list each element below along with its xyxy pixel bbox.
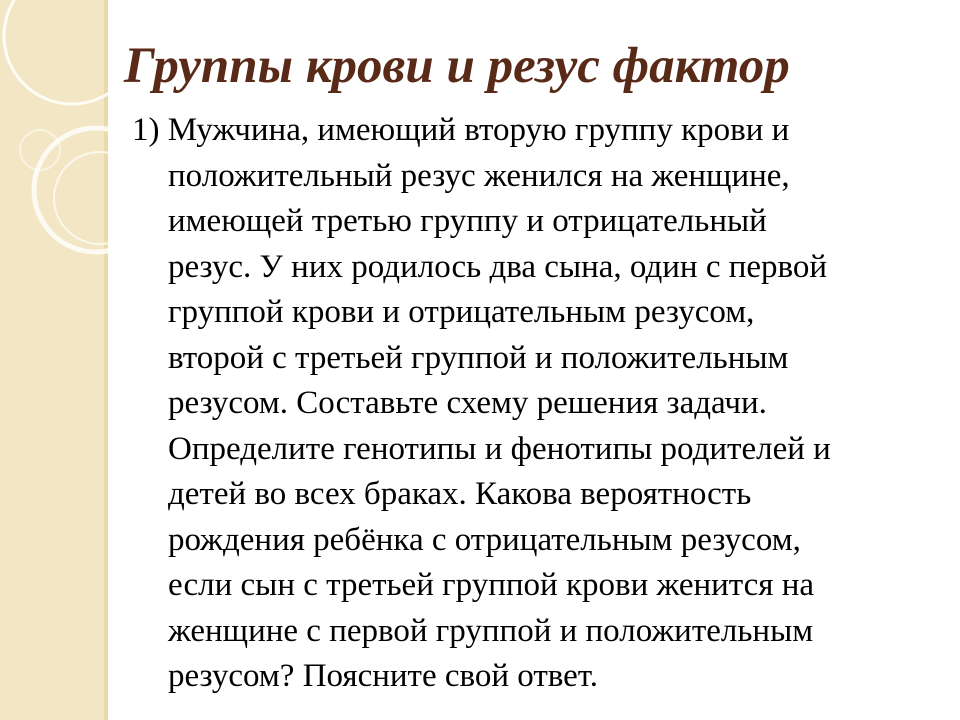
problem-line: детей во всех браках. Какова вероятность [168, 476, 752, 512]
problem-line: второй с третьей группой и положительным [168, 339, 789, 376]
problem-line: женщине с первой группой и положительным [168, 612, 814, 649]
problem-line: резус. У них родилось два сына, один с первой [168, 248, 828, 285]
problem-line: если сын с третьей группой крови женится на [168, 567, 815, 603]
decorative-rings [0, 0, 108, 320]
problem-line: Определите генотипы и фенотипы родителей и [168, 430, 831, 467]
problem-line: резусом. Составьте схему решения задачи. [168, 385, 767, 421]
ring-top [4, 0, 108, 104]
problem-line: положительный резус женился на женщине, [168, 157, 790, 194]
problem-line: 1) Мужчина, имеющий вторую группу крови и [132, 112, 790, 148]
slide-title: Группы крови и резус фактор [124, 38, 790, 94]
problem-line: резусом? Поясните свой ответ. [168, 658, 598, 694]
problem-line: имеющей третью группу и отрицательный [168, 203, 767, 239]
problem-line: рождения ребёнка с отрицательным резусом, [168, 521, 801, 558]
ring-inner [54, 152, 108, 244]
problem-line: группой крови и отрицательным резусом, [168, 294, 755, 330]
problem-text [132, 108, 912, 700]
